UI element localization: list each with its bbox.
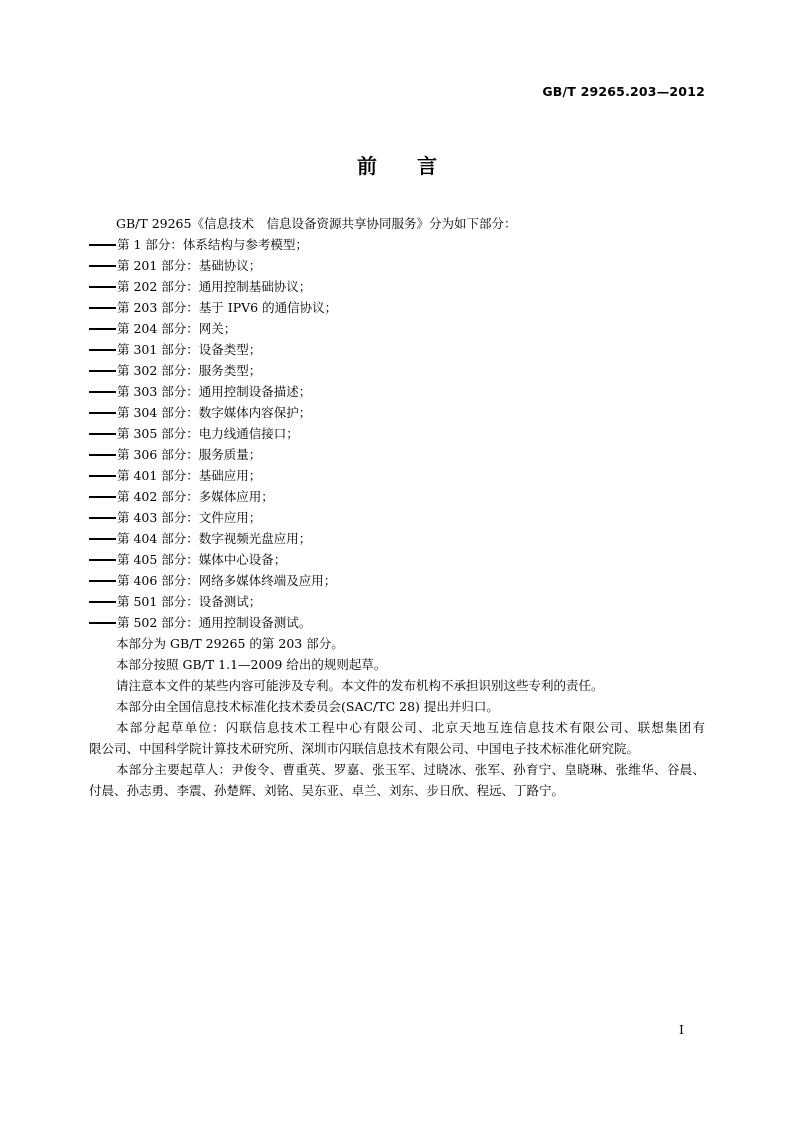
parts-list <box>89 234 705 633</box>
dash-icon <box>89 475 116 477</box>
dash-icon <box>89 601 116 603</box>
dash-icon <box>89 538 116 540</box>
list-item: 第 402 部分：多媒体应用； <box>89 486 705 507</box>
dash-icon <box>89 244 116 246</box>
list-item: 第 203 部分：基于 IPV6 的通信协议； <box>89 297 705 318</box>
drafters-paragraph <box>89 759 705 801</box>
list-item: 第 405 部分：媒体中心设备； <box>89 549 705 570</box>
drafters-line: 本部分主要起草人：尹俊令、曹重英、罗嘉、张玉军、过晓冰、张军、孙育宁、皇晓琳、张维华、谷晨、 <box>116 762 705 777</box>
intro-paragraph: GB/T 29265《信息技术 信息设备资源共享协同服务》分为如下部分： <box>116 216 517 231</box>
dash-icon <box>89 517 116 519</box>
list-item: 第 306 部分：服务质量； <box>89 444 705 465</box>
dash-icon <box>89 307 116 309</box>
dash-icon <box>89 328 116 330</box>
drafting-units-paragraph <box>89 717 705 759</box>
dash-icon <box>89 370 116 372</box>
list-item: 第 401 部分：基础应用； <box>89 465 705 486</box>
drafting-units-line: 本部分起草单位：闪联信息技术工程中心有限公司、北京天地互连信息技术有限公司、联想集团有 <box>116 720 705 735</box>
list-item: 第 301 部分：设备类型； <box>89 339 705 360</box>
dash-icon <box>89 433 116 435</box>
drafters-line: 付晨、孙志勇、李震、孙楚辉、刘铭、吴东亚、卓兰、刘东、步日欣、程远、丁路宁。 <box>89 783 565 798</box>
dash-icon <box>89 412 116 414</box>
page-number: I <box>679 1022 684 1037</box>
list-item: 第 201 部分：基础协议； <box>89 255 705 276</box>
dash-icon <box>89 622 116 624</box>
dash-icon <box>89 391 116 393</box>
list-item: 第 502 部分：通用控制设备测试。 <box>89 612 705 633</box>
list-item: 第 404 部分：数字视频光盘应用； <box>89 528 705 549</box>
list-item: 第 305 部分：电力线通信接口； <box>89 423 705 444</box>
page-title: 前言 <box>357 154 477 178</box>
standard-number: GB/T 29265.203—2012 <box>542 84 705 99</box>
dash-icon <box>89 454 116 456</box>
dash-icon <box>89 349 116 351</box>
foreword-body <box>89 213 705 801</box>
list-item: 第 204 部分：网关； <box>89 318 705 339</box>
list-item: 第 403 部分：文件应用； <box>89 507 705 528</box>
proposer-statement: 本部分由全国信息技术标准化技术委员会(SAC/TC 28) 提出并归口。 <box>116 699 499 714</box>
list-item: 第 202 部分：通用控制基础协议； <box>89 276 705 297</box>
list-item: 第 302 部分：服务类型； <box>89 360 705 381</box>
dash-icon <box>89 559 116 561</box>
list-item: 第 304 部分：数字媒体内容保护； <box>89 402 705 423</box>
dash-icon <box>89 580 116 582</box>
drafting-rules-statement: 本部分按照 GB/T 1.1—2009 给出的规则起草。 <box>116 657 387 672</box>
patent-notice: 请注意本文件的某些内容可能涉及专利。本文件的发布机构不承担识别这些专利的责任。 <box>116 678 604 693</box>
list-item: 第 406 部分：网络多媒体终端及应用； <box>89 570 705 591</box>
dash-icon <box>89 265 116 267</box>
list-item: 第 1 部分：体系结构与参考模型； <box>89 234 705 255</box>
drafting-units-line: 限公司、中国科学院计算技术研究所、深圳市闪联信息技术有限公司、中国电子技术标准化研究院。 <box>89 741 640 756</box>
list-item: 第 501 部分：设备测试； <box>89 591 705 612</box>
dash-icon <box>89 286 116 288</box>
list-item: 第 303 部分：通用控制设备描述； <box>89 381 705 402</box>
dash-icon <box>89 496 116 498</box>
part-statement: 本部分为 GB/T 29265 的第 203 部分。 <box>116 636 344 651</box>
